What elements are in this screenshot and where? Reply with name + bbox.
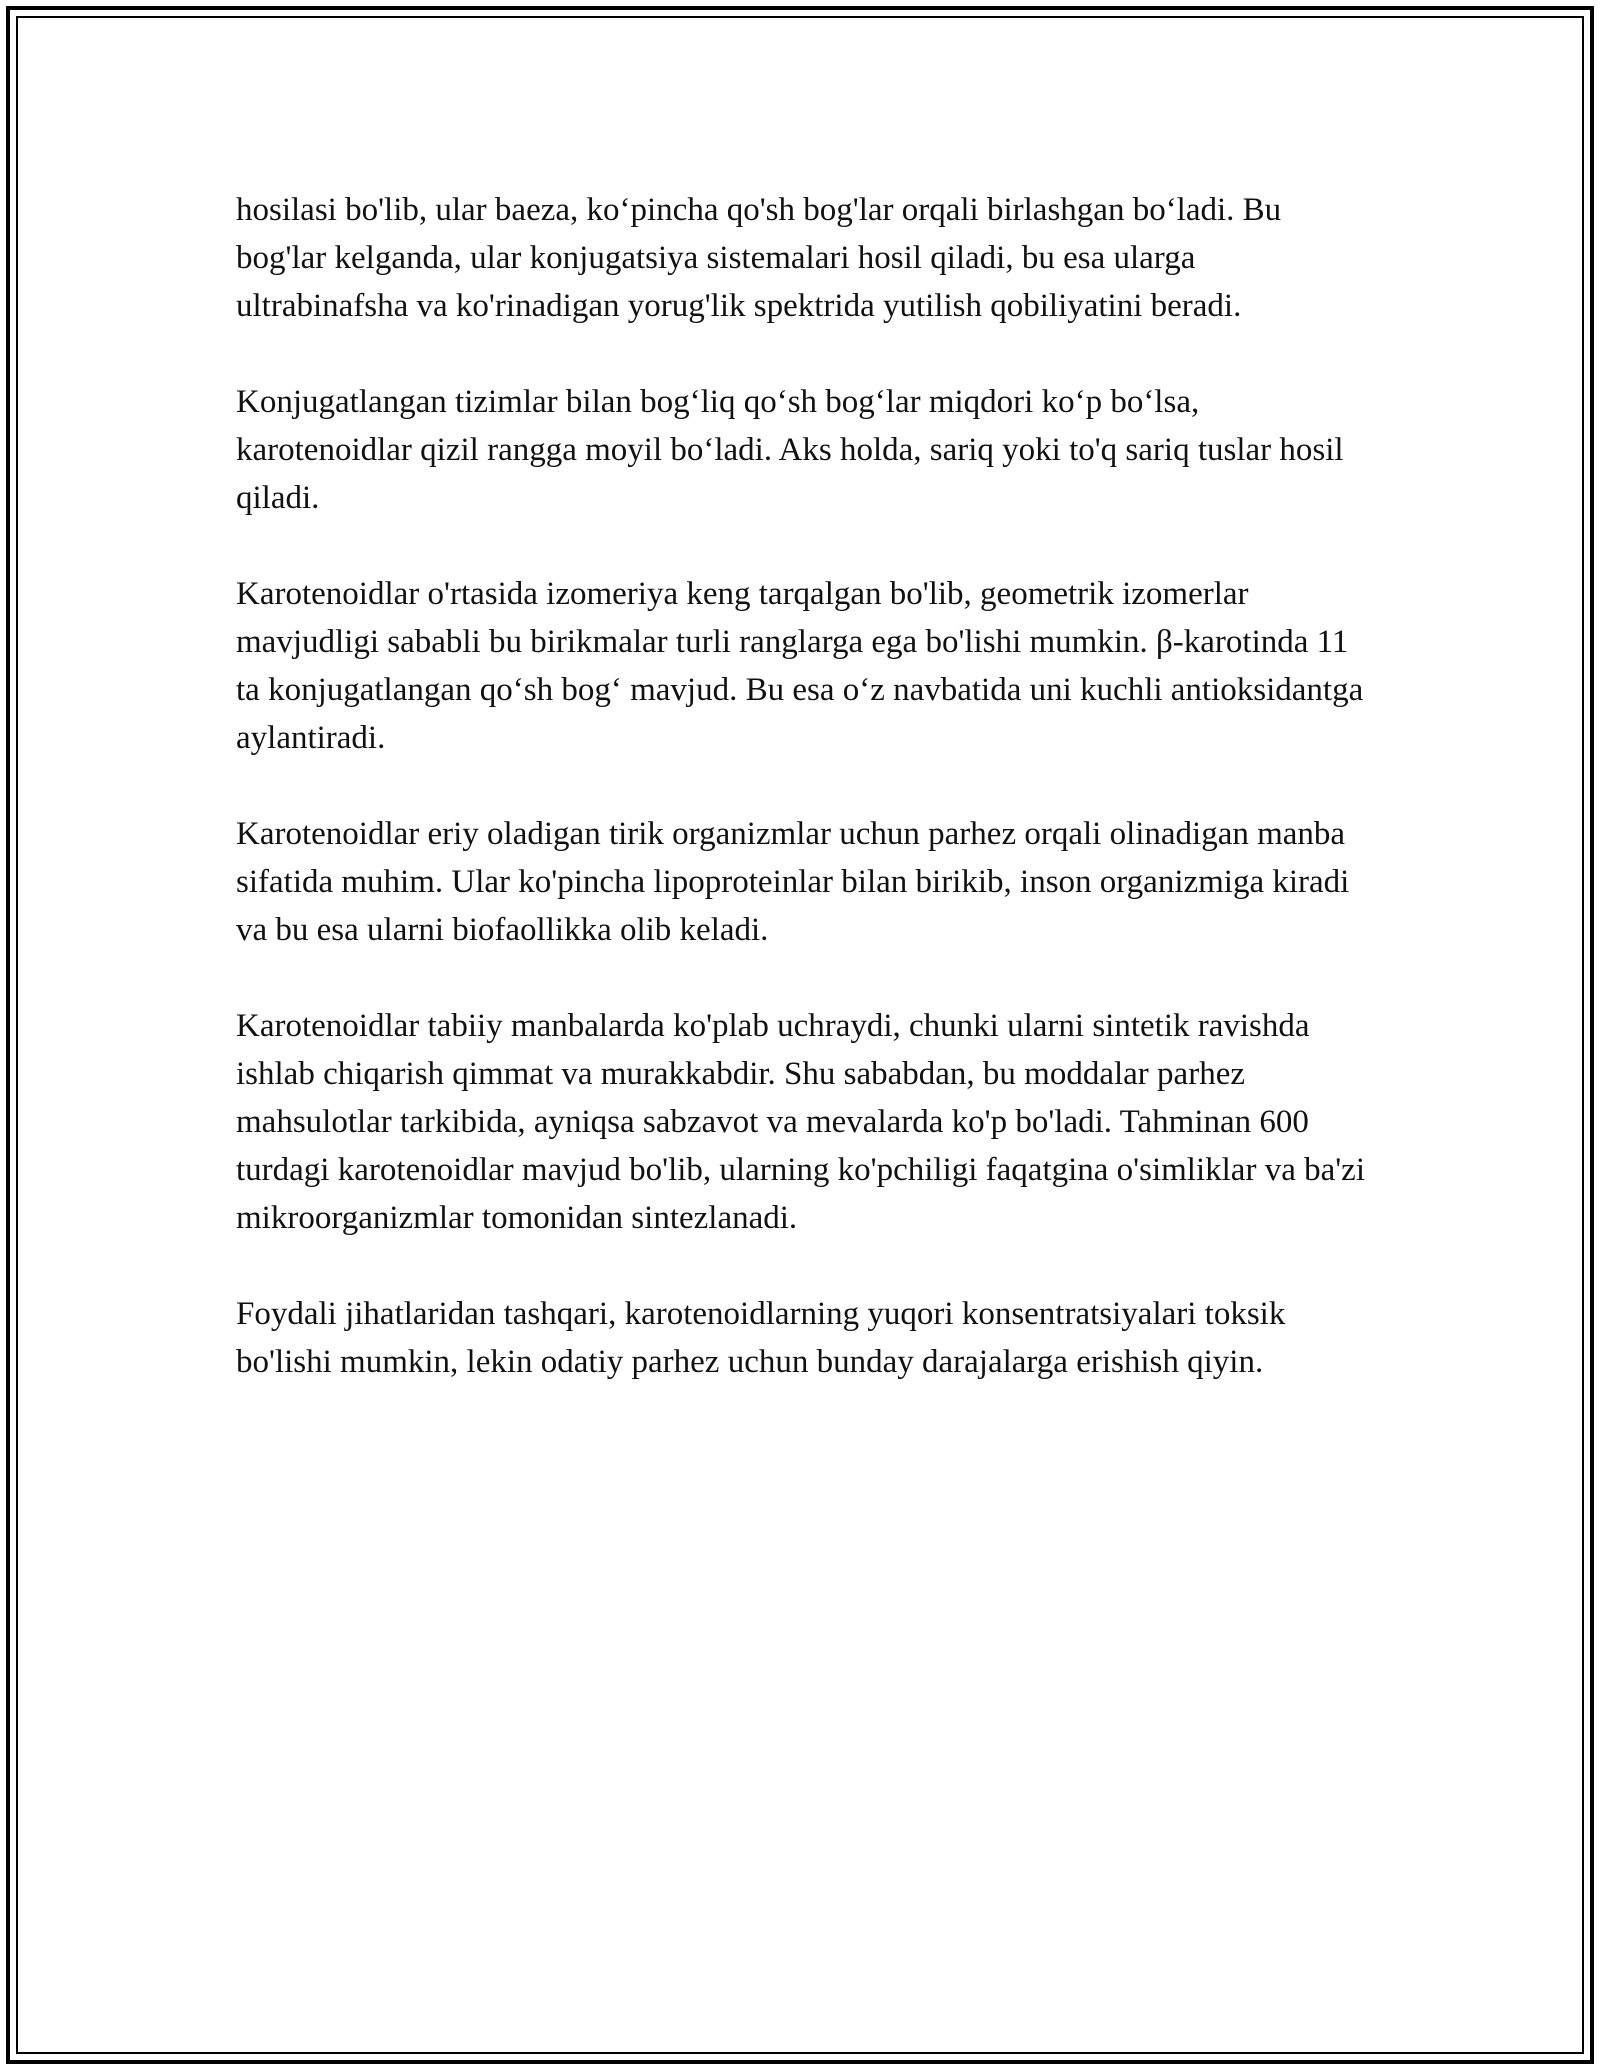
paragraph-2: Konjugatlangan tizimlar bilan bog‘liq qo‘sh bog‘lar miqdori ko‘p bo‘lsa, karotenoidlar qizil rangga moyil bo‘ladi. Aks holda, sariq yoki to'q sariq tuslar hosil qiladi. bbox=[236, 384, 1344, 516]
document-body bbox=[236, 186, 1366, 1386]
paragraph-5: Karotenoidlar tabiiy manbalarda ko'plab uchraydi, chunki ularni sintetik ravishda ishlab chiqarish qimmat va murakkabdir. Shu sababdan, bu moddalar parhez mahsulotlar tarkibida, ayniqsa sabzavot va mevalarda ko'p bo'ladi. Tahminan 600 turdagi karotenoidlar mavjud bo'lib, ularning ko'pchiligi faqatgina o'simliklar va ba'zi mikroorganizmlar tomonidan sintezlanadi. bbox=[236, 1008, 1365, 1236]
paragraph-6: Foydali jihatlaridan tashqari, karotenoidlarning yuqori konsentratsiyalari toksik bo'lishi mumkin, lekin odatiy parhez uchun bunday darajalarga erishish qiyin. bbox=[236, 1296, 1286, 1380]
paragraph-1: hosilasi bo'lib, ular baeza, ko‘pincha qo'sh bog'lar orqali birlashgan bo‘ladi. Bu bog'lar kelganda, ular konjugatsiya sistemalari hosil qiladi, bu esa ularga ultrabinafsha va ko'rinadigan yorug'lik spektrida yutilish qobiliyatini beradi. bbox=[236, 192, 1282, 324]
paragraph-4: Karotenoidlar eriy oladigan tirik organizmlar uchun parhez orqali olinadigan manba sifatida muhim. Ular ko'pincha lipoproteinlar bilan birikib, inson organizmiga kiradi va bu esa ularni biofaollikka olib keladi. bbox=[236, 816, 1350, 948]
paragraph-3: Karotenoidlar o'rtasida izomeriya keng tarqalgan bo'lib, geometrik izomerlar mavjudligi sababli bu birikmalar turli ranglarga ega bo'lishi mumkin. β-karotinda 11 ta konjugatlangan qo‘sh bog‘ mavjud. Bu esa o‘z navbatida uni kuchli antioksidantga aylantiradi. bbox=[236, 576, 1364, 756]
